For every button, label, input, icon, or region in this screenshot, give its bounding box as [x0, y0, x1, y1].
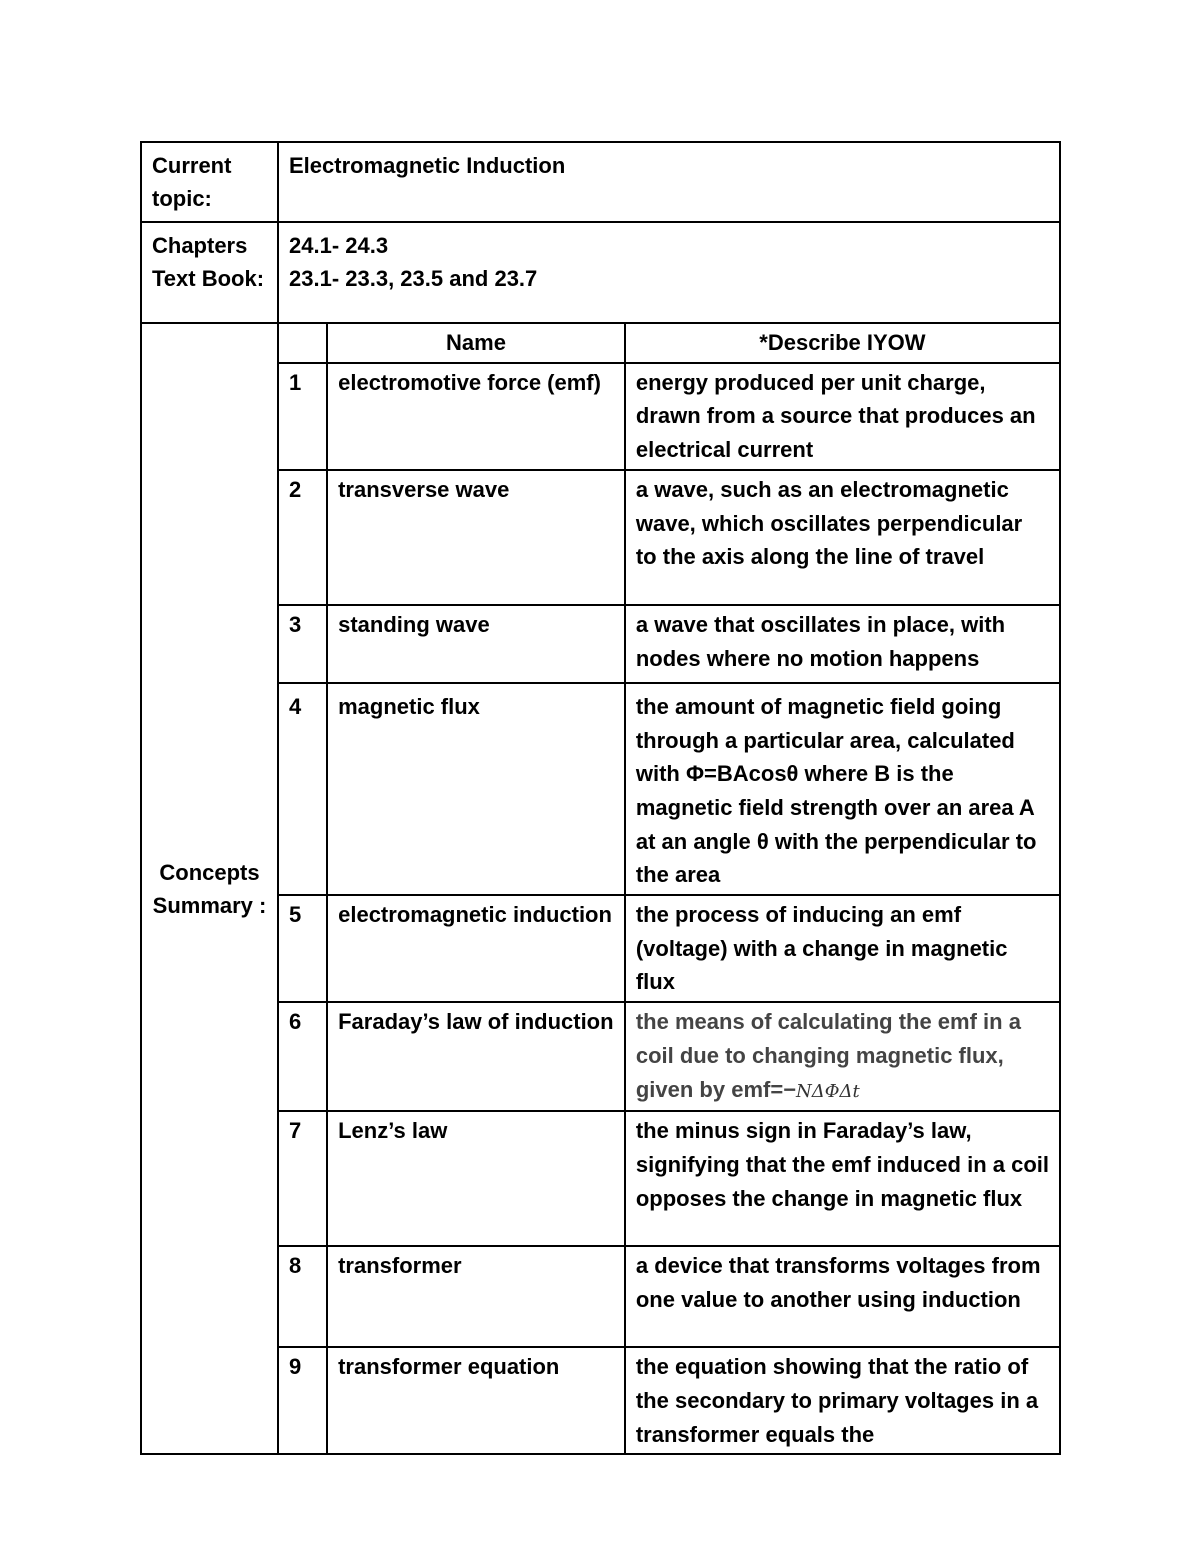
name-column-header: Name [327, 324, 625, 363]
topic-row [141, 142, 1060, 222]
chapters-line-1: 24.1- 24.3 [289, 233, 389, 258]
concept-description: the process of inducing an emf (voltage) with a change in magnetic flux [625, 895, 1059, 1002]
concept-name: transformer equation [327, 1347, 625, 1453]
concept-name: transverse wave [327, 470, 625, 605]
topic-value: Electromagnetic Induction [289, 153, 566, 178]
topic-label: Current topic: [152, 153, 232, 211]
chapters-label-cell [141, 222, 278, 323]
concept-name: Faraday’s law of induction [327, 1002, 625, 1111]
concept-description [625, 1002, 1059, 1111]
concept-row [279, 1246, 1059, 1347]
concepts-header-row [279, 324, 1059, 363]
concept-name: standing wave [327, 605, 625, 683]
concepts-table-cell [278, 323, 1060, 1454]
topic-value-cell [278, 142, 1060, 222]
concept-description: a wave, such as an electromagnetic wave, which oscillates perpendicular to the axis along the line of travel [625, 470, 1059, 605]
worksheet-table [140, 141, 1061, 1455]
concept-row [279, 1347, 1059, 1453]
concept-row [279, 683, 1059, 895]
concept-number: 8 [279, 1246, 327, 1347]
concept-description: the amount of magnetic field going through a particular area, calculated with Φ=BAcosθ where B is the magnetic field strength over an area A at an angle θ with the perpendicular to the area [625, 683, 1059, 895]
concept-description-text: the means of calculating the emf in a coil due to changing magnetic flux, given by emf=− [635, 1009, 1021, 1102]
concepts-row [141, 323, 1060, 1454]
concept-number: 5 [279, 895, 327, 1002]
chapters-value-cell [278, 222, 1060, 323]
concept-number: 9 [279, 1347, 327, 1453]
concepts-table [279, 324, 1059, 1453]
chapters-row [141, 222, 1060, 323]
concept-description: energy produced per unit charge, drawn from a source that produces an electrical current [625, 363, 1059, 470]
concept-name: transformer [327, 1246, 625, 1347]
faraday-formula: NΔΦΔt [796, 1080, 860, 1102]
concept-description: a wave that oscillates in place, with nodes where no motion happens [625, 605, 1059, 683]
concept-name: electromotive force (emf) [327, 363, 625, 470]
concepts-label: Concepts Summary : [152, 859, 267, 918]
concepts-label-cell [141, 323, 278, 1454]
chapters-label: Chapters Text Book: [152, 233, 265, 291]
concept-row [279, 363, 1059, 470]
topic-label-cell [141, 142, 278, 222]
concept-description: a device that transforms voltages from one value to another using induction [625, 1246, 1059, 1347]
concept-description: the minus sign in Faraday’s law, signifying that the emf induced in a coil opposes the change in magnetic flux [625, 1111, 1059, 1246]
concept-number: 1 [279, 363, 327, 470]
concept-row [279, 470, 1059, 605]
concept-number: 2 [279, 470, 327, 605]
concept-number: 4 [279, 683, 327, 895]
concept-row [279, 1111, 1059, 1246]
concept-number: 3 [279, 605, 327, 683]
concept-row [279, 605, 1059, 683]
concept-name: Lenz’s law [327, 1111, 625, 1246]
concept-name: magnetic flux [327, 683, 625, 895]
concept-row [279, 1002, 1059, 1111]
chapters-line-2: 23.1- 23.3, 23.5 and 23.7 [289, 266, 538, 291]
number-column-header [279, 324, 327, 363]
concept-number: 6 [279, 1002, 327, 1111]
concept-description: the equation showing that the ratio of the secondary to primary voltages in a transformer equals the [625, 1347, 1059, 1453]
describe-column-header: *Describe IYOW [625, 324, 1059, 363]
concept-number: 7 [279, 1111, 327, 1246]
concept-name: electromagnetic induction [327, 895, 625, 1002]
concept-row [279, 895, 1059, 1002]
